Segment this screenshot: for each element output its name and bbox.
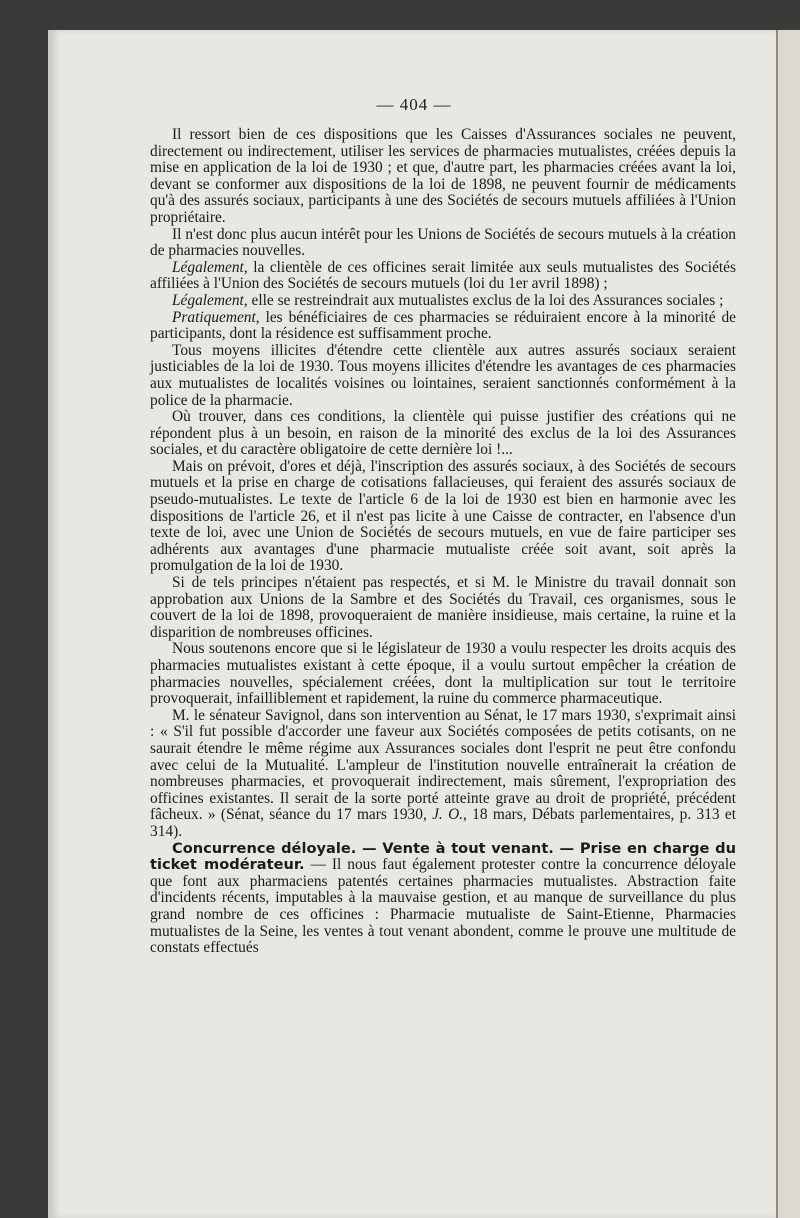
paragraph: Il ressort bien de ces dispositions que les Caisses d'Assurances sociales ne peuvent, directement ou indirectement, utiliser les services de pharmacies mutualistes, créées depuis la mise en application de la loi de 1930 ; et que, d'autre part, les pharmacies créées avant la loi, devant se conformer aux dispositions de la loi de 1898, ne peuvent fournir de médicaments qu'à des assurés sociaux, participants à une des Sociétés de secours mutuels affiliées à l'Union propriétaire. bbox=[150, 126, 736, 226]
list-item bbox=[150, 310, 736, 343]
body-text bbox=[150, 127, 736, 957]
section-heading: Concurrence déloyale. — Vente à tout venant. — Prise en charge du ticket modérateur. bbox=[150, 839, 736, 874]
item-lead: Pratiquement bbox=[172, 308, 256, 326]
item-lead: Légalement bbox=[172, 258, 244, 276]
item-text: , la clientèle de ces officines serait limitée aux seuls mutualistes des Sociétés affiliées à l'Union des Sociétés de secours mutuels (loi du 1er avril 1898) ; bbox=[150, 258, 736, 293]
journal-officiel-ref: J. O. bbox=[432, 806, 464, 824]
paragraph: Tous moyens illicites d'étendre cette clientèle aux autres assurés sociaux seraient justiciables de la loi de 1930. Tous moyens illicites d'étendre les avantages de ces pharmacies aux mutualistes de localités voisines ou lointaines, seraient sanctionnés conformément à la police de la pharmacie. bbox=[150, 341, 736, 409]
section-paragraph bbox=[150, 841, 736, 957]
paragraph: Mais on prévoit, d'ores et déjà, l'inscription des assurés sociaux, à des Sociétés de secours mutuels et la prise en charge de cotisations fallacieuses, qui feraient des assurés sociaux de pseudo-mutualistes. Le texte de l'article 6 de la loi de 1930 est bien en harmonie avec les dispositions de l'article 26, et il n'est pas licite à une Caisse de contracter, en l'absence d'un texte de loi, avec une Union de Sociétés de secours mutuels, en vue de faire participer ses adhérents aux avantages d'une pharmacie mutualiste créée soit avant, soit après la promulgation de la loi de 1930. bbox=[150, 457, 736, 575]
item-lead: Légalement bbox=[172, 291, 244, 309]
paragraph: Si de tels principes n'étaient pas respectés, et si M. le Ministre du travail donnait son approbation aux Unions de la Sambre et des Sociétés du Travail, ces organismes, sous le couvert de la loi de 1898, provoqueraient de manière insidieuse, mais certaine, la ruine et la disparition de nombreuses officines. bbox=[150, 574, 736, 641]
paragraph: Où trouver, dans ces conditions, la clientèle qui puisse justifier des créations qui ne répondent plus à un besoin, en raison de la minorité des exclus de la loi des Assurances sociales, et du caractère obligatoire de cette dernière loi !... bbox=[150, 408, 736, 459]
page-number: — 404 — bbox=[376, 95, 452, 114]
quote-citation: , 18 mars, Débats parlementaires, p. 313 et 314). bbox=[150, 806, 736, 840]
adjacent-page-edge bbox=[776, 30, 800, 1218]
list-item bbox=[150, 293, 736, 310]
document-page bbox=[48, 30, 777, 1218]
item-text: , elle se restreindrait aux mutualistes exclus de la loi des Assurances sociales ; bbox=[243, 291, 724, 309]
senate-quote-paragraph bbox=[150, 708, 736, 841]
list-item bbox=[150, 260, 736, 293]
paragraph: Il n'est donc plus aucun intérêt pour les Unions de Sociétés de secours mutuels à la création de pharmacies nouvelles. bbox=[150, 225, 736, 260]
item-text: , les bénéficiaires de ces pharmacies se réduiraient encore à la minorité de participants, dont la résidence est suffisamment proche. bbox=[150, 308, 736, 343]
section-text: — Il nous faut également protester contre la concurrence déloyale que font aux pharmaciens patentés certaines pharmacies mutualistes. Abstraction faite d'incidents récents, imputables à la mauvaise gestion, et au manque de surveillance du plus grand nombre de ces officines : Pharmacie mutualiste de Saint-Etienne, Pharmacies mutualistes de la Seine, les ventes à tout venant abondent, comme le prouve une multitude de constats effectués bbox=[150, 856, 736, 957]
paragraph: Nous soutenons encore que si le législateur de 1930 a voulu respecter les droits acquis des pharmacies mutualistes existant à cette époque, il a voulu surtout empêcher la création de pharmacies nouvelles, spécialement créées, dont la multiplication sur tout le territoire provoquerait, infailliblement et rapidement, la ruine du commerce pharmaceutique. bbox=[150, 640, 736, 708]
quote-text: M. le sénateur Savignol, dans son intervention au Sénat, le 17 mars 1930, s'exprimait ainsi : « S'il fut possible d'accorder une faveur aux Sociétés composées de petits cotisants, on ne saurait étendre le même régime aux Assurances sociales dont l'esprit ne peut être confondu avec celui de la Mutualité. L'ampleur de l'institution nouvelle entraînerait la création de nombreuses pharmacies, et provoquerait indirectement, mais sûrement, l'expropriation des officines existantes. Il serait de la sorte porté atteinte grave au droit de propriété, précédent fâcheux. » (Sénat, séance du 17 mars 1930, bbox=[150, 706, 736, 824]
